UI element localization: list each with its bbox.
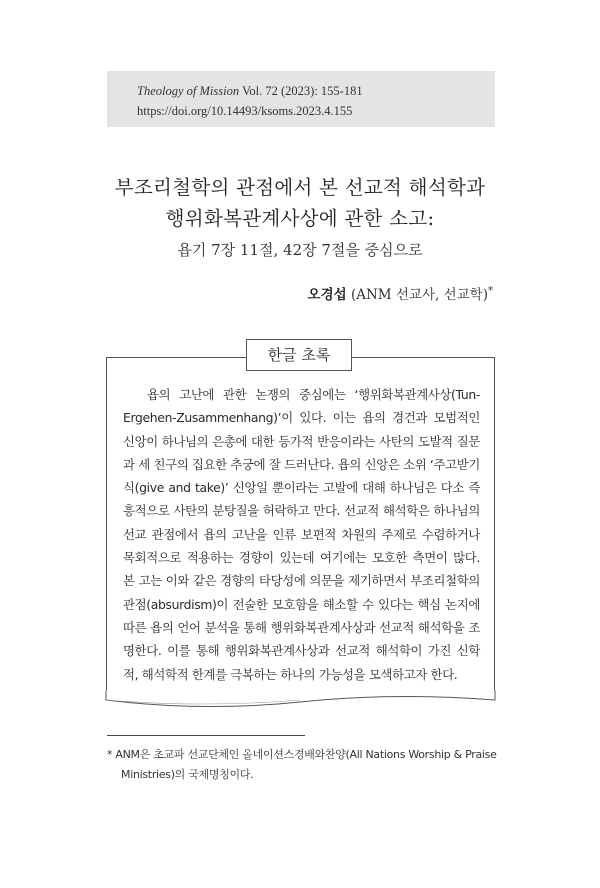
author-affiliation: (ANM 선교사, 선교학) — [350, 287, 488, 303]
author-line — [308, 283, 493, 303]
article-title-block — [0, 172, 600, 264]
abstract-frame-curl — [104, 690, 497, 712]
journal-name: Theology of Mission — [137, 84, 240, 98]
journal-volume: Vol. 72 (2023): 155-181 — [242, 84, 363, 98]
author-name: 오경섭 — [307, 287, 347, 303]
journal-citation — [137, 81, 495, 101]
journal-doi[interactable]: https://doi.org/10.14493/ksoms.2023.4.155 — [137, 104, 353, 118]
abstract-text: 욥의 고난에 관한 논쟁의 중심에는 ‘행위화복관계사상(Tun-Ergehen-Zusammenhang)’이 있다. 이는 욥의 경건과 모범적인 신앙이 하나님의 은총에 대한 등가적 반응이라는 사탄의 도발적 질문과 세 친구의 집요한 추궁에 잘 드러난다. 욥의 신앙은 소위 ‘주고받기식(give and take)’ 신앙일 뿐이라는 고발에 대해 하나님은 다소 즉흥적으로 사탄의 분탕질을 허락하고 만다. 선교적 해석학은 하나님의 선교 관점에서 욥의 고난을 인류 보편적 차원의 주제로 수렴하거나 목회적으로 적용하는 경향이 있는데 여기에는 모호한 측면이 많다. 본 고는 이와 같은 경향의 타당성에 의문을 제기하면서 부조리철학의 관점(absurdism)이 전술한 모호함을 해소할 수 있다는 핵심 논지에 따른 욥의 언어 분석을 통해 행위화복관계사상과 선교적 해석학을 조명한다. 이를 통해 행위화복관계사상과 선교적 해석학이 가진 신학적, 해석학적 한계를 극복하는 하나의 가능성을 모색하고자 한다. — [123, 387, 480, 682]
author-footnote-mark: * — [488, 285, 493, 297]
article-subtitle: 욥기 7장 11절, 42장 7절을 중심으로 — [177, 241, 423, 259]
footnote: * ANM은 초교파 선교단체인 올네이션스경배와찬양(All Nations Worship & Praise Ministries)의 국제명칭이다. — [107, 748, 497, 781]
footnote-rule — [107, 735, 305, 736]
title-line-2: 행위화복관계사상에 관한 소고: — [165, 207, 435, 230]
title-line-1: 부조리철학의 관점에서 본 선교적 해석학과 — [114, 176, 486, 199]
journal-info-box — [107, 71, 495, 127]
abstract-label: 한글 초록 — [246, 339, 352, 371]
